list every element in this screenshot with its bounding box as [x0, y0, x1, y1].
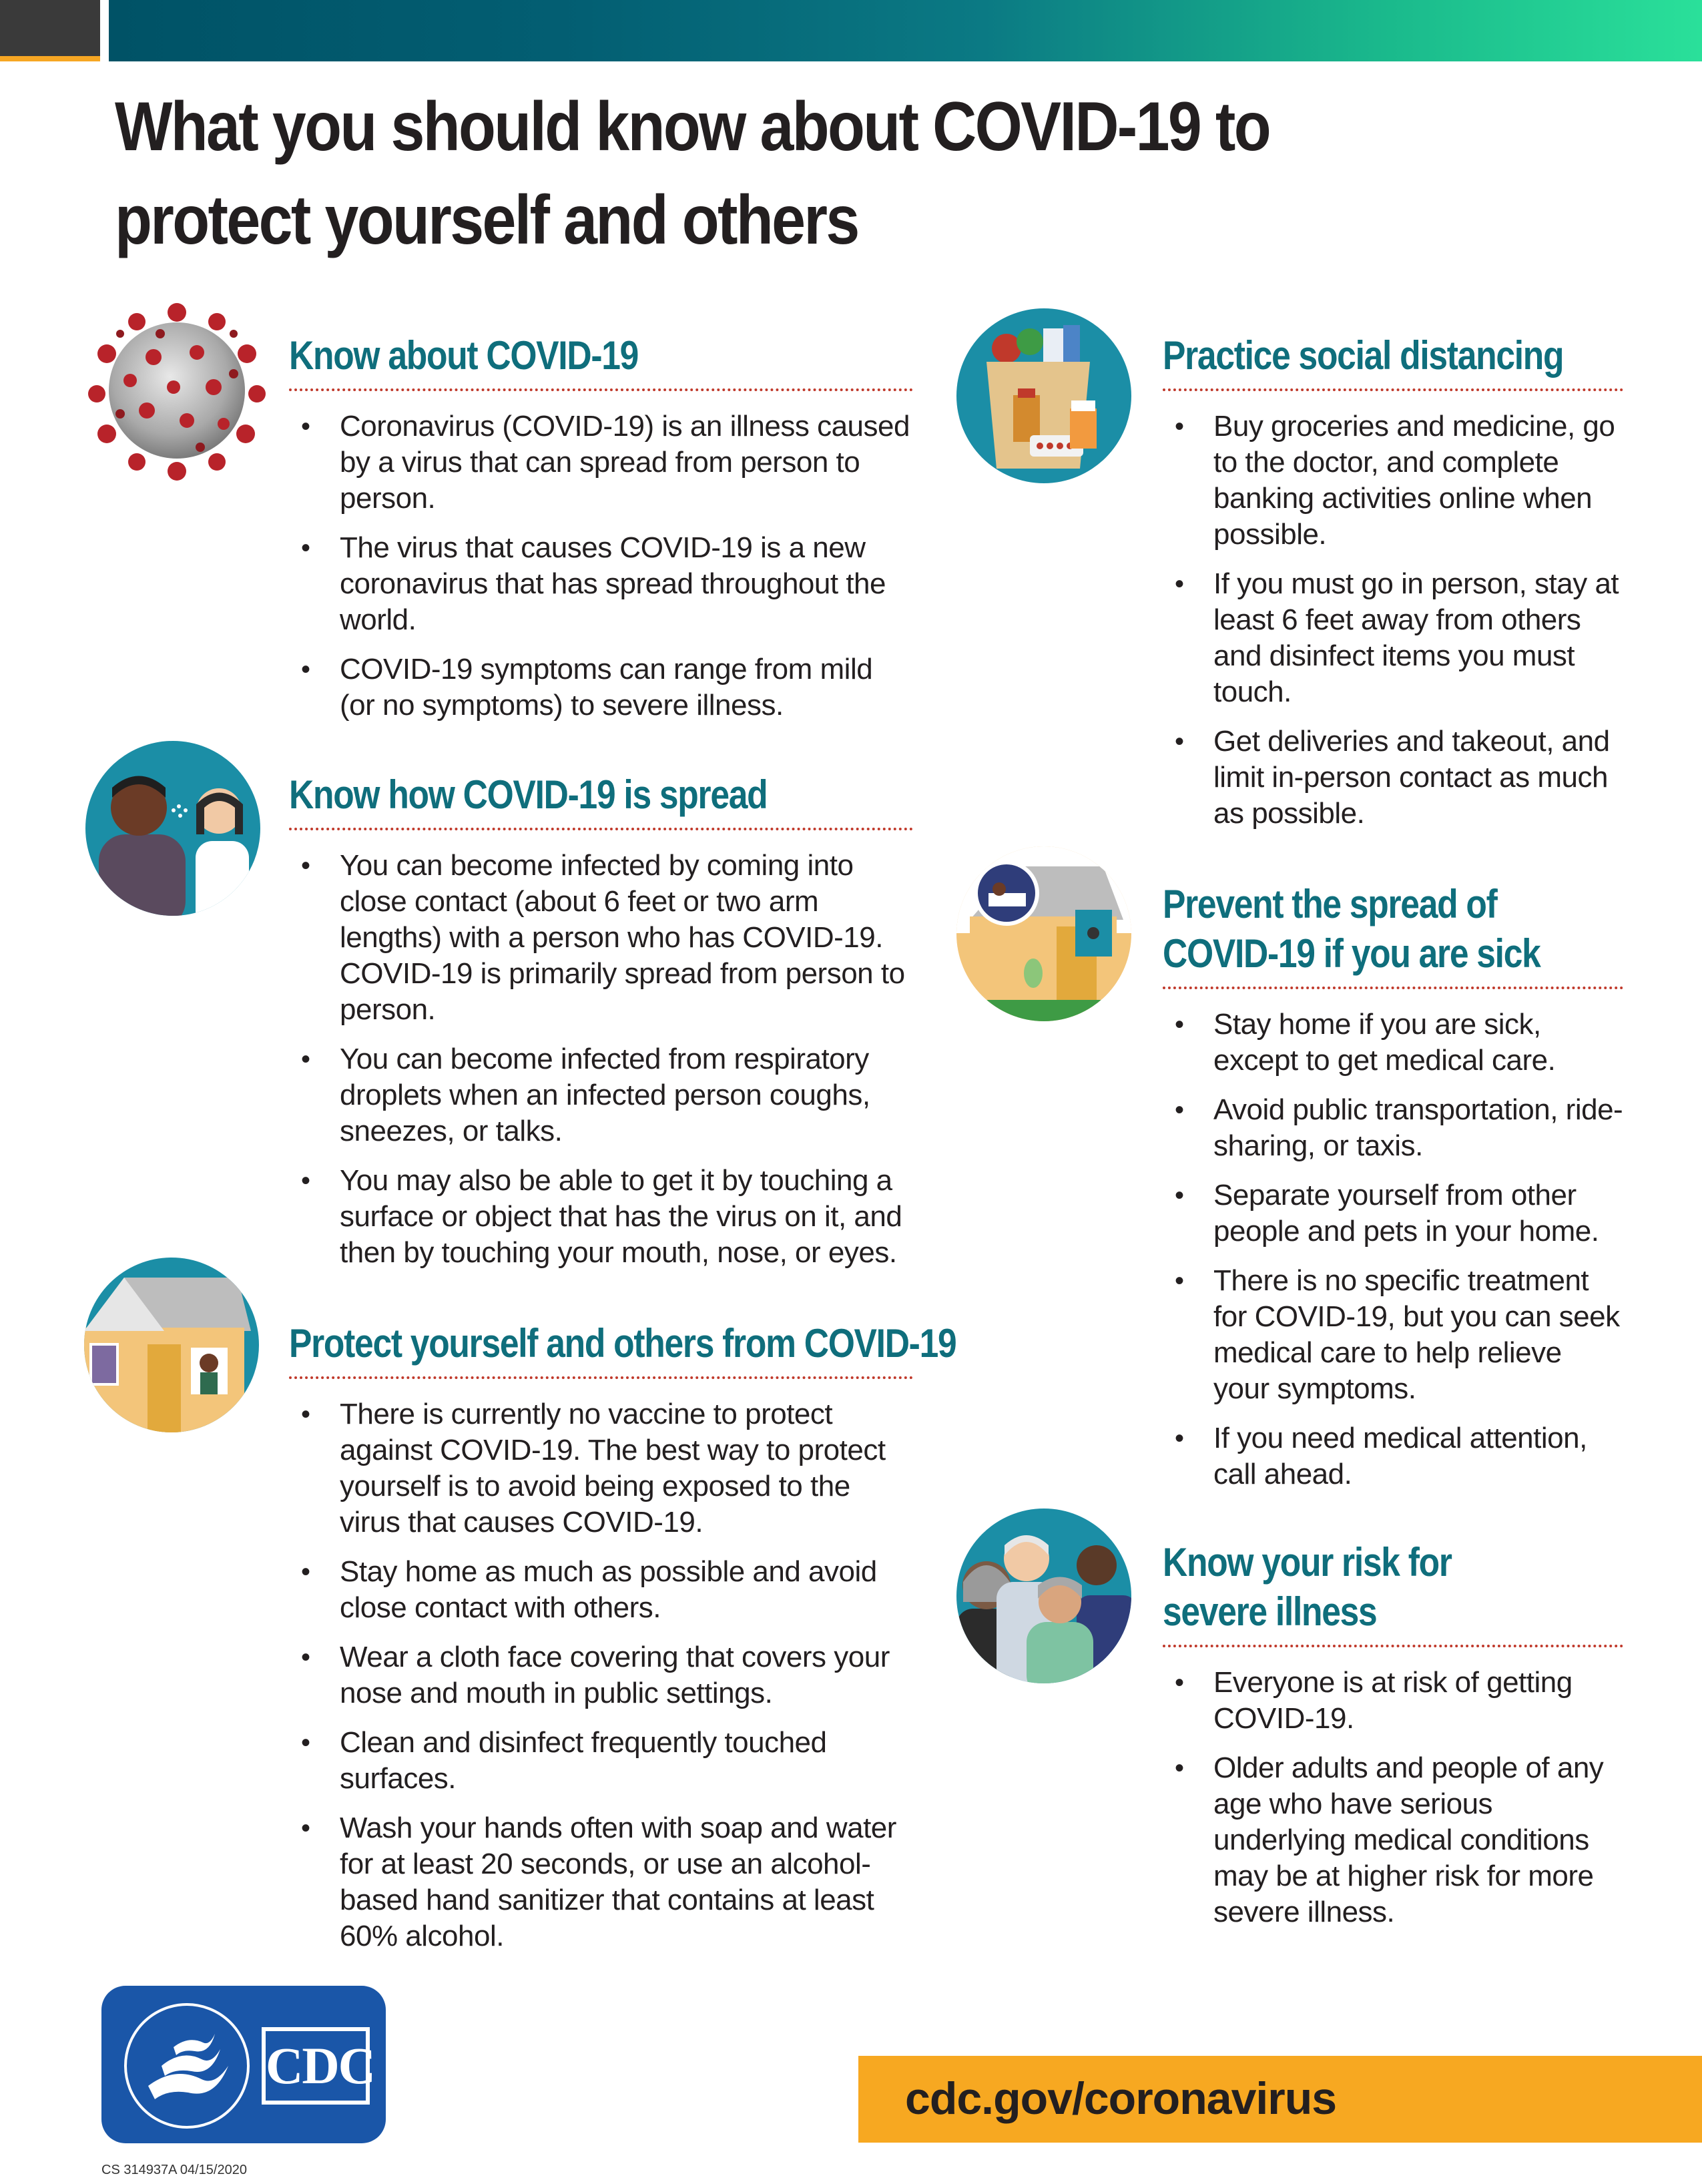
section-heading: Protect yourself and others from COVID-19 [289, 1321, 956, 1366]
house-person-icon [84, 1258, 259, 1432]
list-item: • Buy groceries and medicine, go to the doctor, and complete banking activities online when possible. [1163, 408, 1623, 553]
list-item: • You can become infected by coming into close contact (about 6 feet or two arm lengths) with a person who has COVID-19. COVID-19 is primarily spread from person to person. [289, 848, 913, 1028]
list-item: • You can become infected from respiratory droplets when an infected person coughs, sneezes, or talks. [289, 1041, 913, 1149]
cdc-wordmark: CDC [262, 2027, 370, 2105]
top-bar-accent-line [0, 56, 100, 61]
older-adults-icon [956, 1509, 1131, 1683]
section-how-spread [289, 770, 913, 1284]
section-heading-line-1: Know your risk for [1163, 1540, 1452, 1585]
section-heading: Practice social distancing [1163, 333, 1564, 378]
section-heading-line-2: COVID-19 if you are sick [1163, 931, 1540, 976]
section-social-distancing [1163, 331, 1623, 845]
bullet-list [289, 1396, 913, 1954]
list-item: • If you must go in person, stay at least 6 feet away from others and disinfect items you must touch. [1163, 566, 1623, 710]
page-title: What you should know about COVID-19 to protect yourself and others [115, 88, 1270, 259]
bullet-list [1163, 408, 1623, 832]
list-item: • Avoid public transportation, ride-sharing, or taxis. [1163, 1092, 1623, 1164]
list-item: • Older adults and people of any age who have serious underlying medical conditions may be at higher risk for more severe illness. [1163, 1750, 1623, 1930]
house-sick-person-icon [956, 846, 1131, 1021]
list-item: • Stay home if you are sick, except to get medical care. [1163, 1007, 1623, 1079]
dotted-divider [1163, 1645, 1623, 1647]
bullet-list [289, 848, 913, 1271]
list-item: • If you need medical attention, call ahead. [1163, 1420, 1623, 1492]
section-heading-line-2: severe illness [1163, 1589, 1377, 1634]
list-item: • You may also be able to get it by touching a surface or object that has the virus on it, and then by touching your mouth, nose, or eyes. [289, 1163, 913, 1271]
list-item: • Everyone is at risk of getting COVID-19. [1163, 1665, 1623, 1737]
hhs-cdc-logo [101, 1986, 386, 2143]
bullet-list [1163, 1007, 1623, 1492]
list-item: • Get deliveries and takeout, and limit in-person contact as much as possible. [1163, 724, 1623, 832]
top-gradient-banner [109, 0, 1702, 61]
section-prevent-spread [1163, 880, 1623, 1506]
bullet-list [1163, 1665, 1623, 1930]
dotted-divider [289, 828, 913, 830]
section-heading-line-1: Prevent the spread of [1163, 882, 1497, 926]
list-item: • The virus that causes COVID-19 is a new coronavirus that has spread throughout the world. [289, 530, 913, 638]
section-heading: Know about COVID-19 [289, 333, 639, 378]
people-sneezing-icon [85, 741, 260, 916]
list-item: • Clean and disinfect frequently touched surfaces. [289, 1725, 913, 1797]
website-url[interactable]: cdc.gov/coronavirus [905, 2073, 1337, 2124]
url-banner [858, 2056, 1702, 2143]
dotted-divider [1163, 987, 1623, 989]
section-risk [1163, 1538, 1623, 1944]
dotted-divider [1163, 388, 1623, 391]
top-bar-dark-block [0, 0, 100, 56]
section-heading: Know how COVID-19 is spread [289, 772, 768, 817]
dotted-divider [289, 388, 913, 391]
list-item: • There is no specific treatment for COVID-19, but you can seek medical care to help relieve your symptoms. [1163, 1263, 1623, 1407]
dotted-divider [289, 1376, 913, 1379]
document-code: CS 314937A 04/15/2020 [101, 2163, 247, 2177]
virus-icon [80, 294, 274, 487]
list-item: • Separate yourself from other people and pets in your home. [1163, 1177, 1623, 1250]
list-item: • Wear a cloth face covering that covers your nose and mouth in public settings. [289, 1639, 913, 1711]
bullet-list [289, 408, 913, 724]
list-item: • Coronavirus (COVID-19) is an illness caused by a virus that can spread from person to person. [289, 408, 913, 517]
list-item: • Wash your hands often with soap and water for at least 20 seconds, or use an alcohol-based hand sanitizer that contains at least 60% alcohol. [289, 1810, 913, 1954]
list-item: • Stay home as much as possible and avoid close contact with others. [289, 1554, 913, 1626]
list-item: • COVID-19 symptoms can range from mild (or no symptoms) to severe illness. [289, 651, 913, 724]
section-know-about-covid [289, 331, 913, 737]
section-protect [289, 1319, 956, 1968]
groceries-medicine-icon [956, 308, 1131, 483]
list-item: • There is currently no vaccine to protect against COVID-19. The best way to protect yourself is to avoid being exposed to the virus that causes COVID-19. [289, 1396, 913, 1541]
